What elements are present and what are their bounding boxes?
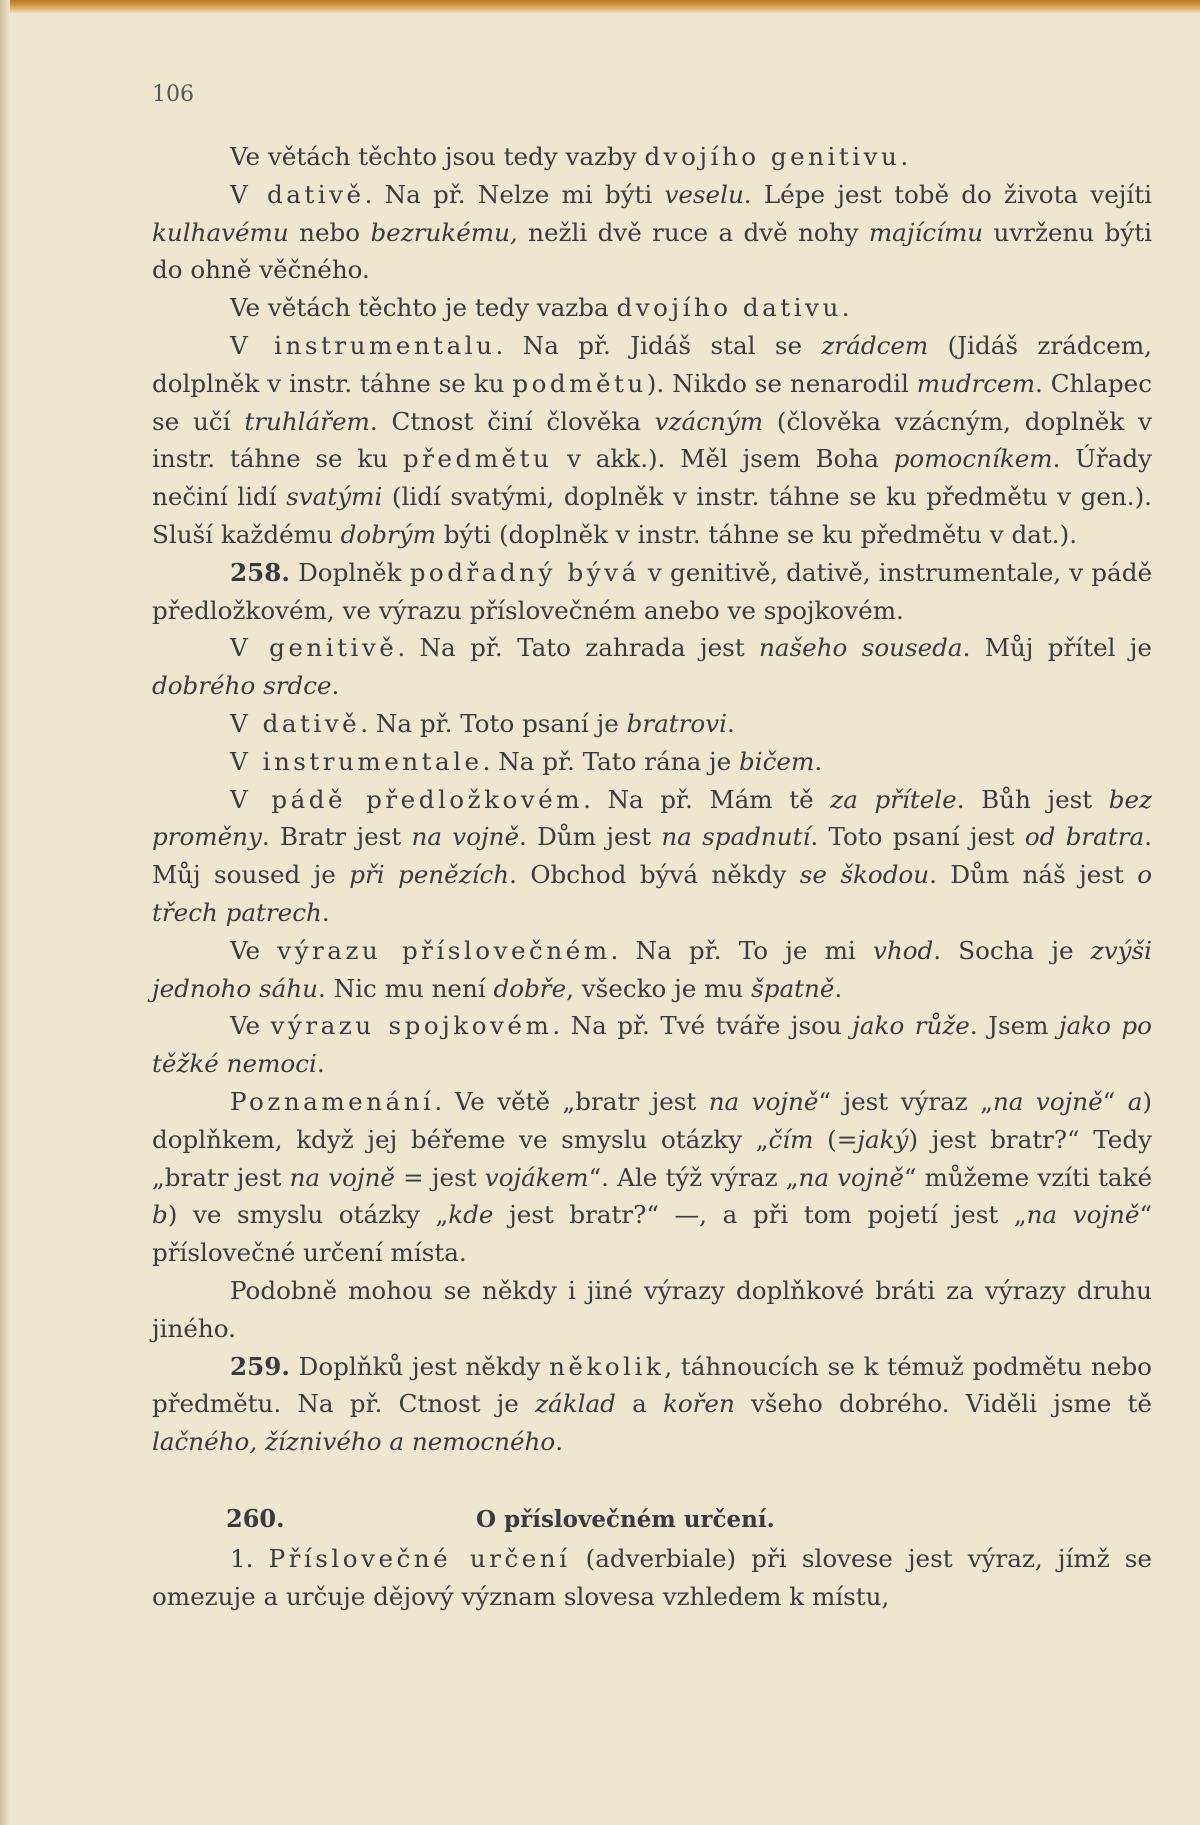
- italic-example: dobře: [493, 973, 567, 1003]
- paragraph: V pádě předložkovém. Na př. Mám tě za přítele. Bůh jest bez proměny. Bratr jest na vojně. Dům jest na spadnutí. Toto psaní jest od bratra. Můj soused je při penězích. Obchod bývá někdy se škodou. Dům náš jest o třech patrech.: [152, 784, 1153, 927]
- spaced-term: několik: [549, 1351, 665, 1381]
- italic-example: lačného, žíznivého a nemocného: [152, 1427, 556, 1457]
- italic-example: veselu: [664, 179, 744, 209]
- paragraph: 259. Doplňků jest někdy několik, táhnoucích se k témuž podmětu nebo předmětu. Na př. Ctnost je základ a kořen všeho dobrého. Viděli jsme tě lačného, žíznivého a nemocného.: [152, 1351, 1152, 1457]
- spaced-term: výrazu příslovečném: [277, 935, 611, 965]
- page-top-edge: [0, 0, 1200, 14]
- spaced-term: dvojího dativu: [616, 293, 842, 323]
- italic-example: kořen: [662, 1389, 735, 1419]
- page-number: 106: [152, 82, 194, 107]
- italic-example: dobrého srdce: [152, 671, 332, 701]
- paragraph-number: 258.: [230, 557, 290, 587]
- section-gap: [152, 1461, 1152, 1499]
- paragraph: V genitivě. Na př. Tato zahrada jest našeho souseda. Můj přítel je dobrého srdce.: [152, 633, 1152, 701]
- italic-example: na vojně: [708, 1086, 819, 1116]
- italic-example: vzácným: [654, 406, 764, 436]
- paragraph: Poznamenání. Ve větě „bratr jest na vojně“ jest výraz „na vojně“ a) doplňkem, když jej béřeme ve smyslu otázky „čím (=jaký) jest bratr?“ Tedy „bratr jest na vojně = jest vojákem“. Ale týž výraz „na vojně“ můžeme vzíti také b) ve smyslu otázky „kde jest bratr?“ —, a při tom pojetí jest „na vojně“ příslovečné určení místa.: [152, 1086, 1153, 1268]
- italic-example: o třech patrech: [152, 860, 1153, 927]
- italic-example: majícímu: [868, 217, 984, 247]
- spaced-term: podřadný bývá: [409, 557, 640, 587]
- italic-example: jako po těžké nemoci: [152, 1011, 1152, 1079]
- section-heading: [152, 1499, 1152, 1540]
- italic-example: bratrovi: [626, 708, 727, 738]
- spaced-term: Příslovečné určení: [268, 1543, 571, 1573]
- paragraph-last: 1. Příslovečné určení (adverbiale) při slovese jest výraz, jímž se omezuje a určuje dějový význam slovesa vzhledem k místu,: [152, 1543, 1152, 1611]
- italic-example: na vojně: [289, 1162, 395, 1192]
- paragraph: Ve větách těchto je tedy vazba dvojího dativu.: [230, 293, 850, 323]
- italic-example: našeho souseda: [759, 633, 963, 663]
- italic-example: bez proměny: [152, 784, 1152, 852]
- paragraph: Ve větách těchto jsou tedy vazby dvojího genitivu.: [230, 142, 909, 171]
- spaced-term: dvojího genitivu: [644, 142, 901, 171]
- italic-example: svatými: [286, 482, 383, 512]
- italic-example: čím: [768, 1124, 814, 1154]
- italic-example: se škodou: [799, 860, 930, 890]
- italic-example: vojákem: [484, 1162, 589, 1192]
- spaced-term: podmětu: [512, 368, 647, 398]
- italic-example: mudrcem: [916, 368, 1036, 398]
- italic-example: od bratra: [1024, 822, 1145, 852]
- spaced-term: V instrumentalu: [230, 330, 496, 360]
- italic-example: zrádcem: [821, 330, 929, 360]
- italic-example: jako růže: [852, 1011, 970, 1041]
- italic-example: dobrým: [340, 519, 436, 549]
- italic-example: na vojně: [992, 1086, 1103, 1116]
- page-left-shade: [0, 0, 10, 1825]
- spaced-term: výrazu spojkovém: [270, 1011, 553, 1041]
- italic-example: vhod: [872, 935, 934, 965]
- italic-example: špatně: [751, 973, 835, 1003]
- paragraph: Ve výrazu příslovečném. Na př. To je mi vhod. Socha je zvýši jednoho sáhu. Nic mu není dobře, všecko je mu špatně.: [152, 935, 1152, 1003]
- spaced-term: V dativě: [230, 708, 361, 738]
- italic-example: kde: [448, 1200, 494, 1230]
- paragraph: 258. Doplněk podřadný bývá v genitivě, dativě, instrumentale, v pádě předložkovém, ve výrazu příslovečném anebo ve spojkovém.: [152, 557, 1153, 625]
- paragraph-number: 259.: [230, 1351, 290, 1381]
- text-body: [152, 138, 1152, 1615]
- paragraph: V instrumentale. Na př. Tato rána je bičem.: [230, 746, 823, 776]
- paragraph: V dativě. Na př. Toto psaní je bratrovi.: [230, 708, 735, 738]
- spaced-term: V genitivě: [230, 633, 398, 663]
- paragraph-list: [152, 138, 1152, 1461]
- paragraph: V dativě. Na př. Nelze mi býti veselu. Lépe jest tobě do života vejíti kulhavému nebo bezrukému, nežli dvě ruce a dvě nohy majícímu uvrženu býti do ohně věčného.: [152, 179, 1153, 285]
- paragraph: Ve výrazu spojkovém. Na př. Tvé tváře jsou jako růže. Jsem jako po těžké nemoci.: [152, 1011, 1152, 1079]
- italic-example: kulhavému: [152, 217, 289, 247]
- italic-example: truhlářem: [244, 406, 370, 436]
- section-number: 260.: [226, 1503, 285, 1533]
- italic-example: za přítele: [830, 784, 957, 814]
- italic-example: a: [1127, 1086, 1143, 1116]
- italic-example: na spadnutí: [661, 822, 811, 852]
- italic-example: při penězích: [349, 860, 510, 890]
- italic-example: bičem: [739, 746, 815, 776]
- section-title: O příslovečném určení.: [476, 1505, 775, 1533]
- italic-example: základ: [535, 1389, 616, 1419]
- italic-example: pomocníkem: [893, 444, 1053, 474]
- spaced-term: předmětu: [402, 444, 553, 474]
- italic-example: jaký: [857, 1124, 909, 1154]
- spaced-term: V pádě předložkovém: [230, 784, 584, 814]
- spaced-term: V dativě: [230, 179, 365, 209]
- paragraph: V instrumentalu. Na př. Jidáš stal se zrádcem (Jidáš zrádcem, dolplněk v instr. táhne se ku podmětu). Nikdo se nenarodil mudrcem. Chlapec se učí truhlářem. Ctnost činí člověka vzácným (člověka vzácným, doplněk v instr. táhne se ku předmětu v akk.). Měl jsem Boha pomocníkem. Úřady nečiní lidí svatými (lidí svatými, doplněk v instr. táhne se ku předmětu v gen.). Sluší každému dobrým býti (doplněk v instr. táhne se ku předmětu v dat.).: [152, 330, 1152, 549]
- italic-example: bezrukému,: [370, 217, 518, 247]
- spaced-term: Poznamenání: [230, 1086, 435, 1116]
- paragraph: Podobně mohou se někdy i jiné výrazy doplňkové bráti za výrazy druhu jiného.: [152, 1275, 1152, 1343]
- italic-example: b: [152, 1200, 168, 1230]
- italic-example: na vojně: [798, 1162, 904, 1192]
- spaced-term: V instrumentale: [230, 746, 483, 776]
- italic-example: na vojně: [1026, 1200, 1140, 1230]
- italic-example: zvýši jednoho sáhu: [152, 935, 1152, 1003]
- italic-example: na vojně: [411, 822, 520, 852]
